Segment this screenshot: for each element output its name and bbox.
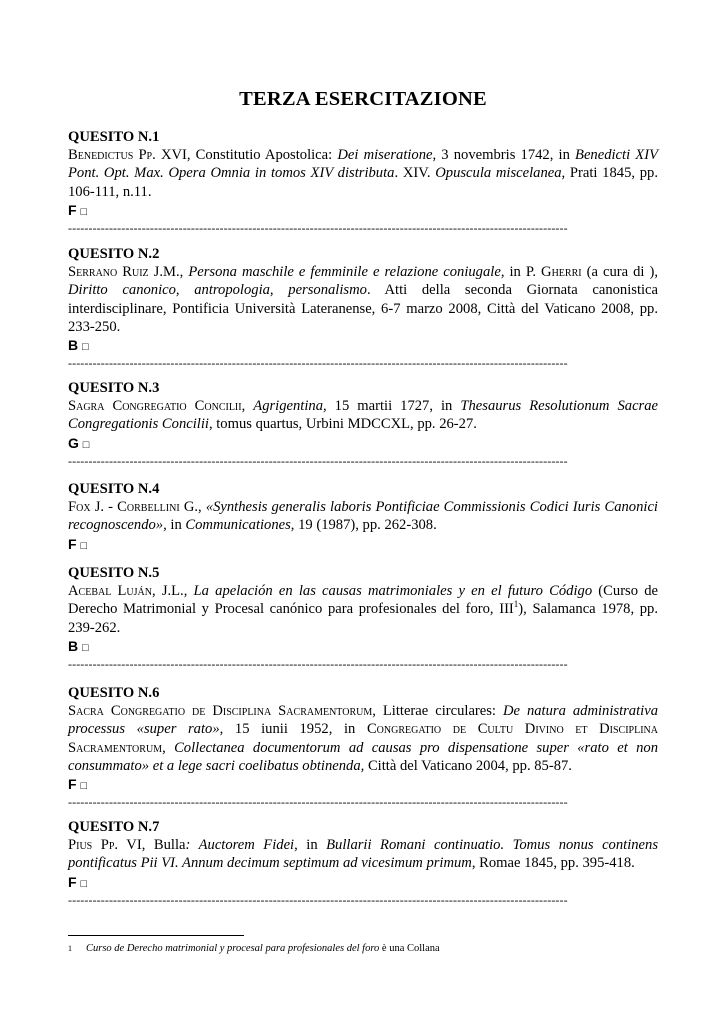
quesito-reference bbox=[68, 146, 658, 201]
quesito-reference bbox=[68, 836, 658, 872]
author-name: Congregatio de Cultu Divino et Disciplina Sacramentorum bbox=[68, 721, 659, 756]
text-run: 15 iunii 1952, in bbox=[223, 721, 367, 738]
italic-text: Dei miseratione bbox=[337, 147, 433, 164]
quesito-5 bbox=[68, 564, 658, 671]
text-run: , bbox=[162, 739, 175, 756]
quesito-3 bbox=[68, 379, 658, 468]
answer-letter: B bbox=[68, 637, 79, 654]
author-name: Corbellini bbox=[117, 499, 180, 516]
answer-mark[interactable] bbox=[68, 535, 658, 555]
author-name: Sacra Congregatio de Disciplina Sacramentorum bbox=[68, 703, 373, 720]
page-title: TERZA ESERCITAZIONE bbox=[239, 88, 487, 110]
quesito-heading: QUESITO N.1 bbox=[68, 129, 160, 145]
quesito-4 bbox=[68, 480, 658, 555]
separator-line: -------------------------------------------------------------------------------------------------------------------------- bbox=[68, 795, 568, 810]
text-run: ), Salamanca 1978, pp. 239-262. bbox=[68, 601, 658, 636]
quesito-heading: QUESITO N.4 bbox=[68, 481, 160, 497]
italic-text: «Synthesis generalis laboris Pontificiae Commissionis Codici Iuris Canonici recognoscendo», bbox=[68, 499, 658, 534]
answer-letter: F bbox=[68, 535, 77, 552]
italic-text: Agrigentina, bbox=[253, 398, 327, 415]
text-run: , in bbox=[294, 837, 327, 854]
quesito-reference bbox=[68, 263, 658, 336]
answer-mark[interactable] bbox=[68, 434, 658, 454]
quesito-6 bbox=[68, 684, 658, 809]
text-run: 15 martii 1727, in bbox=[326, 398, 461, 415]
quesito-reference bbox=[68, 582, 658, 637]
quesito-reference bbox=[68, 397, 658, 433]
quesito-2 bbox=[68, 245, 658, 370]
quesito-1 bbox=[68, 128, 658, 235]
quesito-reference bbox=[68, 702, 658, 775]
checkbox-icon: □ bbox=[80, 539, 88, 552]
italic-text: De natura administrativa processus «super rato», bbox=[68, 703, 658, 738]
quesito-heading: QUESITO N.3 bbox=[68, 380, 160, 396]
quesito-heading: QUESITO N.6 bbox=[68, 685, 160, 701]
author-name: Serrano Ruiz bbox=[68, 264, 149, 281]
answer-letter: B bbox=[68, 337, 79, 354]
answer-mark[interactable] bbox=[68, 201, 658, 221]
italic-text: Benedicti XIV Pont. Opt. Max. Opera Omnia in tomos XIV distributa bbox=[68, 147, 658, 182]
italic-text: Collectanea documentorum ad causas pro dispensatione super «rato et non consummato» et a lege sacri coelibatus obtinenda, bbox=[68, 739, 658, 774]
footnote bbox=[68, 942, 658, 955]
text-run: , Litterae circulares: bbox=[372, 703, 503, 720]
text-run: (a cura di ), bbox=[581, 264, 659, 281]
text-run: J.M., bbox=[148, 264, 189, 281]
text-run: , 3 novembris 1742, in bbox=[432, 147, 576, 164]
answer-mark[interactable] bbox=[68, 873, 658, 893]
checkbox-icon: □ bbox=[82, 341, 89, 354]
text-run: XVI, Constitutio Apostolica: bbox=[155, 147, 338, 164]
text-run: , Romae 1845, pp. 395-418. bbox=[471, 855, 635, 872]
italic-text: Opuscula miscelanea bbox=[435, 165, 562, 182]
answer-mark[interactable] bbox=[68, 637, 658, 657]
checkbox-icon: □ bbox=[80, 205, 88, 218]
text-run: 19 (1987), pp. 262-308. bbox=[294, 517, 437, 534]
author-name: Benedictus Pp. bbox=[68, 147, 156, 164]
italic-text: Thesaurus Resolutionum Sacrae Congregationis Concilii bbox=[68, 398, 659, 433]
italic-text: Bullarii Romani continuatio. Tomus nonus continens pontificatus Pii VI. Annum decimum septimum ad vicesimum primum bbox=[68, 837, 659, 872]
answer-mark[interactable] bbox=[68, 775, 658, 795]
separator-line: -------------------------------------------------------------------------------------------------------------------------- bbox=[68, 356, 568, 371]
italic-text: Persona maschile e femminile e relazione coniugale bbox=[188, 264, 501, 281]
quesito-reference bbox=[68, 498, 658, 534]
text-run: , J.L., bbox=[151, 583, 194, 600]
footnote-number: 1 bbox=[68, 944, 72, 953]
answer-letter: G bbox=[68, 434, 79, 451]
answer-mark[interactable] bbox=[68, 336, 658, 356]
author-name: Acebal Luján bbox=[68, 583, 152, 600]
quesito-heading: QUESITO N.7 bbox=[68, 819, 160, 835]
separator-line: -------------------------------------------------------------------------------------------------------------------------- bbox=[68, 892, 568, 907]
text-run: , in P. bbox=[500, 264, 542, 281]
footnote-text: è una Collana bbox=[379, 943, 440, 954]
footnote-ref: 1 bbox=[513, 599, 519, 610]
footnote-rule bbox=[68, 935, 244, 936]
separator-line: -------------------------------------------------------------------------------------------------------------------------- bbox=[68, 657, 568, 672]
author-name: Gherri bbox=[541, 264, 582, 281]
checkbox-icon: □ bbox=[82, 438, 90, 451]
italic-text: Diritto canonico, antropologia, personalismo bbox=[68, 282, 367, 299]
text-run: J. - bbox=[90, 499, 118, 516]
italic-text: La apelación en las causas matrimoniales y en el futuro Código bbox=[193, 583, 593, 600]
checkbox-icon: □ bbox=[82, 641, 89, 654]
author-name: Sagra Congregatio Concilii bbox=[68, 398, 242, 415]
answer-letter: F bbox=[68, 201, 77, 218]
checkbox-icon: □ bbox=[80, 877, 88, 890]
quesito-heading: QUESITO N.2 bbox=[68, 246, 160, 262]
italic-text: Communicationes, bbox=[185, 517, 295, 534]
author-name: Pius Pp. VI bbox=[68, 837, 142, 854]
separator-line: -------------------------------------------------------------------------------------------------------------------------- bbox=[68, 453, 568, 468]
text-run: (Curso de Derecho Matrimonial y Procesal canónico para profesionales del foro, III bbox=[68, 583, 658, 618]
quesito-7 bbox=[68, 818, 658, 907]
text-run: G., bbox=[179, 499, 206, 516]
checkbox-icon: □ bbox=[80, 780, 88, 793]
italic-text: : Auctorem Fidei bbox=[185, 837, 295, 854]
text-run: , bbox=[241, 398, 254, 415]
text-run: . Atti della seconda Giornata canonistica interdisciplinare, Pontificia Università Lateranense, 6-7 marzo 2008, Città del Vaticano 2008, pp. 233-250. bbox=[68, 282, 659, 335]
separator-line: -------------------------------------------------------------------------------------------------------------------------- bbox=[68, 221, 568, 236]
text-run: . XIV. bbox=[394, 165, 436, 182]
text-run: , tomus quartus, Urbini MDCCXL, pp. 26-27. bbox=[208, 416, 477, 433]
quesito-heading: QUESITO N.5 bbox=[68, 565, 160, 581]
footnote-italic-title: Curso de Derecho matrimonial y procesal para profesionales del foro bbox=[86, 943, 380, 954]
text-run: , Prati 1845, pp. 106-111, n.11. bbox=[68, 165, 658, 200]
author-name: Fox bbox=[68, 499, 91, 516]
text-run: in bbox=[166, 517, 186, 534]
answer-letter: F bbox=[68, 776, 77, 793]
text-run: , Bulla bbox=[141, 837, 186, 854]
answer-letter: F bbox=[68, 873, 77, 890]
text-run: Città del Vaticano 2004, pp. 85-87. bbox=[364, 757, 572, 774]
